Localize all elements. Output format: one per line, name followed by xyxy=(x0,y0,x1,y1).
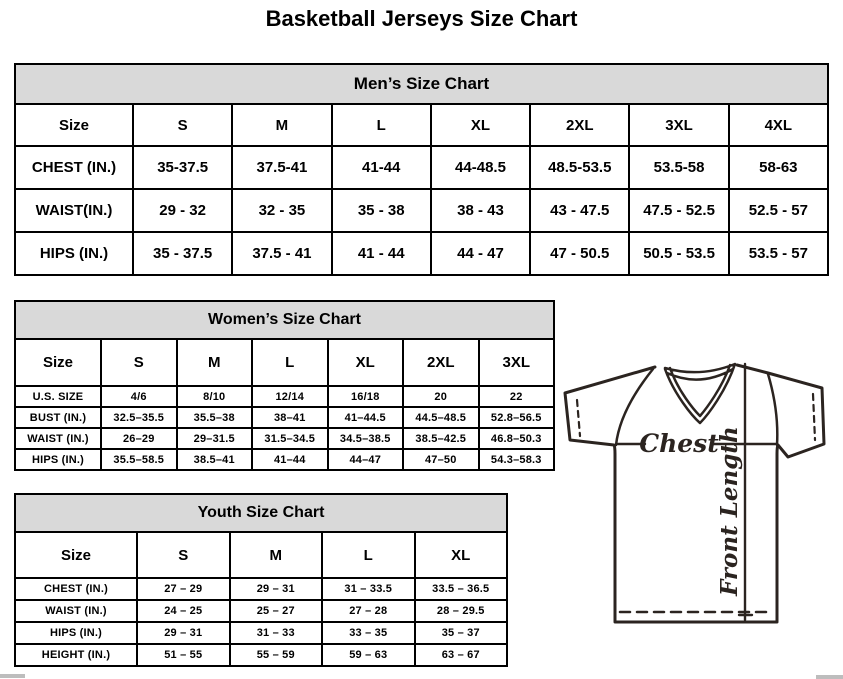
size-value-cell: 35.5–58.5 xyxy=(101,449,177,470)
size-value-cell: 35-37.5 xyxy=(133,146,232,189)
size-value-cell: 41 - 44 xyxy=(332,232,431,275)
table-row xyxy=(15,428,554,449)
col-header-2xl: 2XL xyxy=(530,104,629,146)
size-value-cell: 53.5-58 xyxy=(629,146,728,189)
size-value-cell: 44.5–48.5 xyxy=(403,407,479,428)
table-row xyxy=(15,532,507,578)
size-value-cell: 46.8–50.3 xyxy=(479,428,555,449)
table-row xyxy=(15,339,554,386)
size-value-cell: 38–41 xyxy=(252,407,328,428)
col-header-4xl: 4XL xyxy=(729,104,828,146)
size-value-cell: 63 – 67 xyxy=(415,644,508,666)
table-row xyxy=(15,449,554,470)
size-value-cell: 35 – 37 xyxy=(415,622,508,644)
size-value-cell: 37.5-41 xyxy=(232,146,331,189)
youth-size-table xyxy=(14,493,508,667)
size-value-cell: 52.5 - 57 xyxy=(729,189,828,232)
size-value-cell: 32 - 35 xyxy=(232,189,331,232)
size-value-cell: 47 - 50.5 xyxy=(530,232,629,275)
col-header-l: L xyxy=(252,339,328,386)
col-header-3xl: 3XL xyxy=(629,104,728,146)
jersey-collar xyxy=(665,364,735,423)
col-header-xl: XL xyxy=(431,104,530,146)
mens-table-title: Men’s Size Chart xyxy=(15,64,828,104)
size-col-header: Size xyxy=(15,339,101,386)
jersey-measurement-diagram xyxy=(556,356,842,628)
size-value-cell: 44–47 xyxy=(328,449,404,470)
size-value-cell: 37.5 - 41 xyxy=(232,232,331,275)
size-value-cell: 35 - 37.5 xyxy=(133,232,232,275)
size-value-cell: 34.5–38.5 xyxy=(328,428,404,449)
size-value-cell: 52.8–56.5 xyxy=(479,407,555,428)
size-value-cell: 29 - 32 xyxy=(133,189,232,232)
size-value-cell: 8/10 xyxy=(177,386,253,407)
table-row xyxy=(15,386,554,407)
col-header-xl: XL xyxy=(415,532,508,578)
table-row xyxy=(15,407,554,428)
size-value-cell: 31 – 33 xyxy=(230,622,323,644)
womens-size-table xyxy=(14,300,555,471)
size-value-cell: 58-63 xyxy=(729,146,828,189)
size-col-header: Size xyxy=(15,532,137,578)
size-value-cell: 53.5 - 57 xyxy=(729,232,828,275)
col-header-s: S xyxy=(101,339,177,386)
col-header-s: S xyxy=(133,104,232,146)
size-value-cell: 31 – 33.5 xyxy=(322,578,415,600)
size-value-cell: 38 - 43 xyxy=(431,189,530,232)
size-value-cell: 25 – 27 xyxy=(230,600,323,622)
row-label: HIPS (IN.) xyxy=(15,449,101,470)
size-value-cell: 32.5–35.5 xyxy=(101,407,177,428)
table-row xyxy=(15,146,828,189)
size-value-cell: 41-44 xyxy=(332,146,431,189)
table-row xyxy=(15,64,828,104)
col-header-xl: XL xyxy=(328,339,404,386)
size-value-cell: 12/14 xyxy=(252,386,328,407)
jersey-outline xyxy=(565,365,824,622)
size-value-cell: 50.5 - 53.5 xyxy=(629,232,728,275)
row-label: BUST (IN.) xyxy=(15,407,101,428)
size-value-cell: 27 – 29 xyxy=(137,578,230,600)
table-row xyxy=(15,494,507,532)
size-value-cell: 41–44 xyxy=(252,449,328,470)
size-col-header: Size xyxy=(15,104,133,146)
col-header-m: M xyxy=(177,339,253,386)
front-length-label: Front Length xyxy=(716,426,743,596)
size-value-cell: 47–50 xyxy=(403,449,479,470)
col-header-l: L xyxy=(322,532,415,578)
womens-table-title: Women’s Size Chart xyxy=(15,301,554,339)
jersey-cuff-stitch-right xyxy=(813,394,815,440)
size-value-cell: 29–31.5 xyxy=(177,428,253,449)
table-row xyxy=(15,232,828,275)
size-value-cell: 29 – 31 xyxy=(230,578,323,600)
row-label: CHEST (IN.) xyxy=(15,146,133,189)
size-value-cell: 16/18 xyxy=(328,386,404,407)
youth-table-title: Youth Size Chart xyxy=(15,494,507,532)
col-header-2xl: 2XL xyxy=(403,339,479,386)
table-row xyxy=(15,301,554,339)
size-value-cell: 38.5–41 xyxy=(177,449,253,470)
row-label: CHEST (IN.) xyxy=(15,578,137,600)
size-value-cell: 27 – 28 xyxy=(322,600,415,622)
size-value-cell: 47.5 - 52.5 xyxy=(629,189,728,232)
size-value-cell: 44-48.5 xyxy=(431,146,530,189)
table-row xyxy=(15,600,507,622)
col-header-s: S xyxy=(137,532,230,578)
horizontal-scrollbar-thumb-left[interactable] xyxy=(0,674,25,678)
size-value-cell: 22 xyxy=(479,386,555,407)
size-value-cell: 24 – 25 xyxy=(137,600,230,622)
size-value-cell: 59 – 63 xyxy=(322,644,415,666)
mens-size-table xyxy=(14,63,829,276)
chest-label: Chest xyxy=(639,429,719,458)
size-value-cell: 33 – 35 xyxy=(322,622,415,644)
horizontal-scrollbar-thumb-right[interactable] xyxy=(816,675,843,679)
table-row xyxy=(15,622,507,644)
col-header-m: M xyxy=(232,104,331,146)
page-title: Basketball Jerseys Size Chart xyxy=(265,6,578,31)
col-header-m: M xyxy=(230,532,323,578)
size-value-cell: 33.5 – 36.5 xyxy=(415,578,508,600)
table-row xyxy=(15,104,828,146)
size-value-cell: 28 – 29.5 xyxy=(415,600,508,622)
row-label: WAIST(IN.) xyxy=(15,189,133,232)
size-value-cell: 4/6 xyxy=(101,386,177,407)
size-value-cell: 29 – 31 xyxy=(137,622,230,644)
table-row xyxy=(15,189,828,232)
size-value-cell: 44 - 47 xyxy=(431,232,530,275)
table-row xyxy=(15,644,507,666)
size-value-cell: 38.5–42.5 xyxy=(403,428,479,449)
table-row xyxy=(15,578,507,600)
size-value-cell: 35 - 38 xyxy=(332,189,431,232)
size-value-cell: 55 – 59 xyxy=(230,644,323,666)
size-value-cell: 20 xyxy=(403,386,479,407)
size-value-cell: 51 – 55 xyxy=(137,644,230,666)
size-value-cell: 48.5-53.5 xyxy=(530,146,629,189)
size-value-cell: 43 - 47.5 xyxy=(530,189,629,232)
row-label: HIPS (IN.) xyxy=(15,622,137,644)
size-value-cell: 31.5–34.5 xyxy=(252,428,328,449)
size-value-cell: 41–44.5 xyxy=(328,407,404,428)
row-label: HIPS (IN.) xyxy=(15,232,133,275)
size-value-cell: 26–29 xyxy=(101,428,177,449)
jersey-armhole-seam-right xyxy=(768,374,777,445)
row-label: WAIST (IN.) xyxy=(15,428,101,449)
col-header-3xl: 3XL xyxy=(479,339,555,386)
size-value-cell: 35.5–38 xyxy=(177,407,253,428)
jersey-cuff-stitch-left xyxy=(577,400,580,436)
size-value-cell: 54.3–58.3 xyxy=(479,449,555,470)
col-header-l: L xyxy=(332,104,431,146)
row-label: U.S. SIZE xyxy=(15,386,101,407)
row-label: HEIGHT (IN.) xyxy=(15,644,137,666)
row-label: WAIST (IN.) xyxy=(15,600,137,622)
